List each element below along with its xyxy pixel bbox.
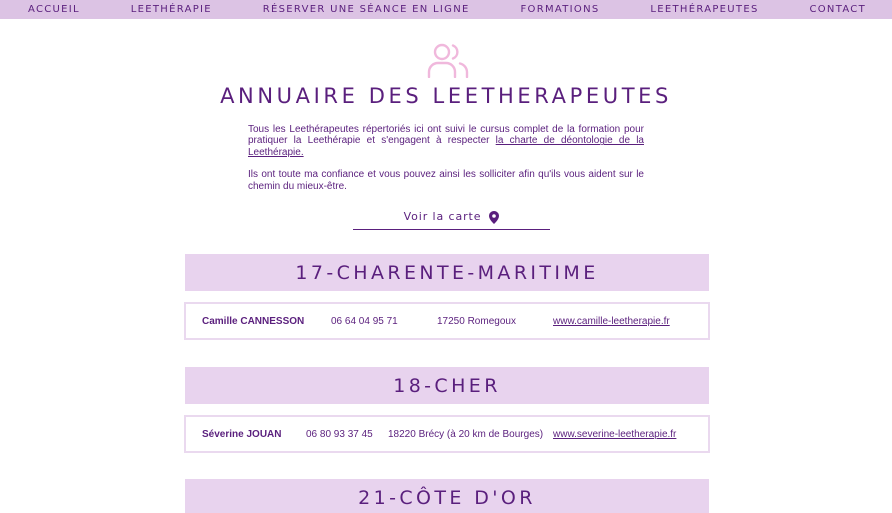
page-title: ANNUAIRE DES LEETHERAPEUTES (220, 84, 672, 108)
view-map-label: Voir la carte (403, 210, 482, 223)
region-header-cher (185, 367, 709, 404)
nav-item-reserver[interactable]: RÉSERVER UNE SÉANCE EN LIGNE (262, 4, 470, 15)
map-pin-icon (489, 211, 499, 224)
nav-item-contact[interactable]: CONTACT (809, 4, 866, 15)
therapist-website-link[interactable]: www.severine-leetherapie.fr (553, 429, 677, 440)
therapist-location: 18220 Brécy (à 20 km de Bourges) (388, 429, 544, 440)
top-navigation (0, 0, 892, 19)
therapist-phone: 06 64 04 95 71 (331, 316, 398, 327)
intro-paragraph-2: Ils ont toute ma confiance et vous pouvez ainsi les solliciter afin qu'ils vous aident sur le chemin du mieux-être. (248, 169, 644, 192)
intro-text (248, 124, 644, 192)
therapist-website-link[interactable]: www.camille-leetherapie.fr (553, 316, 670, 327)
therapist-phone: 06 80 93 37 45 (306, 429, 373, 440)
users-icon (426, 42, 470, 78)
therapist-name: Camille CANNESSON (202, 316, 305, 327)
therapist-card (184, 302, 710, 340)
therapist-card (184, 415, 710, 453)
nav-item-leetherapie[interactable]: LEETHÉRAPIE (130, 4, 212, 15)
region-title: 17-CHARENTE-MARITIME (295, 261, 599, 284)
intro-paragraph (248, 124, 644, 158)
therapist-location: 17250 Romegoux (437, 316, 516, 327)
region-header-cote-dor (185, 479, 709, 513)
therapist-name: Séverine JOUAN (202, 429, 282, 440)
nav-item-leetherapeutes[interactable]: LEETHÉRAPEUTES (650, 4, 759, 15)
view-map-link[interactable] (353, 210, 550, 230)
nav-item-formations[interactable]: FORMATIONS (520, 4, 600, 15)
region-header-charente-maritime (185, 254, 709, 291)
charter-link[interactable]: la charte de déontologie de la Leethérapie. (248, 135, 644, 158)
region-title: 21-CÔTE D'OR (358, 486, 536, 509)
nav-item-accueil[interactable]: ACCUEIL (28, 4, 80, 15)
region-title: 18-CHER (393, 374, 501, 397)
intro-paragraph-text: Tous les Leethérapeutes répertoriés ici ont suivi le cursus complet de la formation pour pratiquer la Leethérapie et s'engagent à respecter (248, 124, 644, 147)
